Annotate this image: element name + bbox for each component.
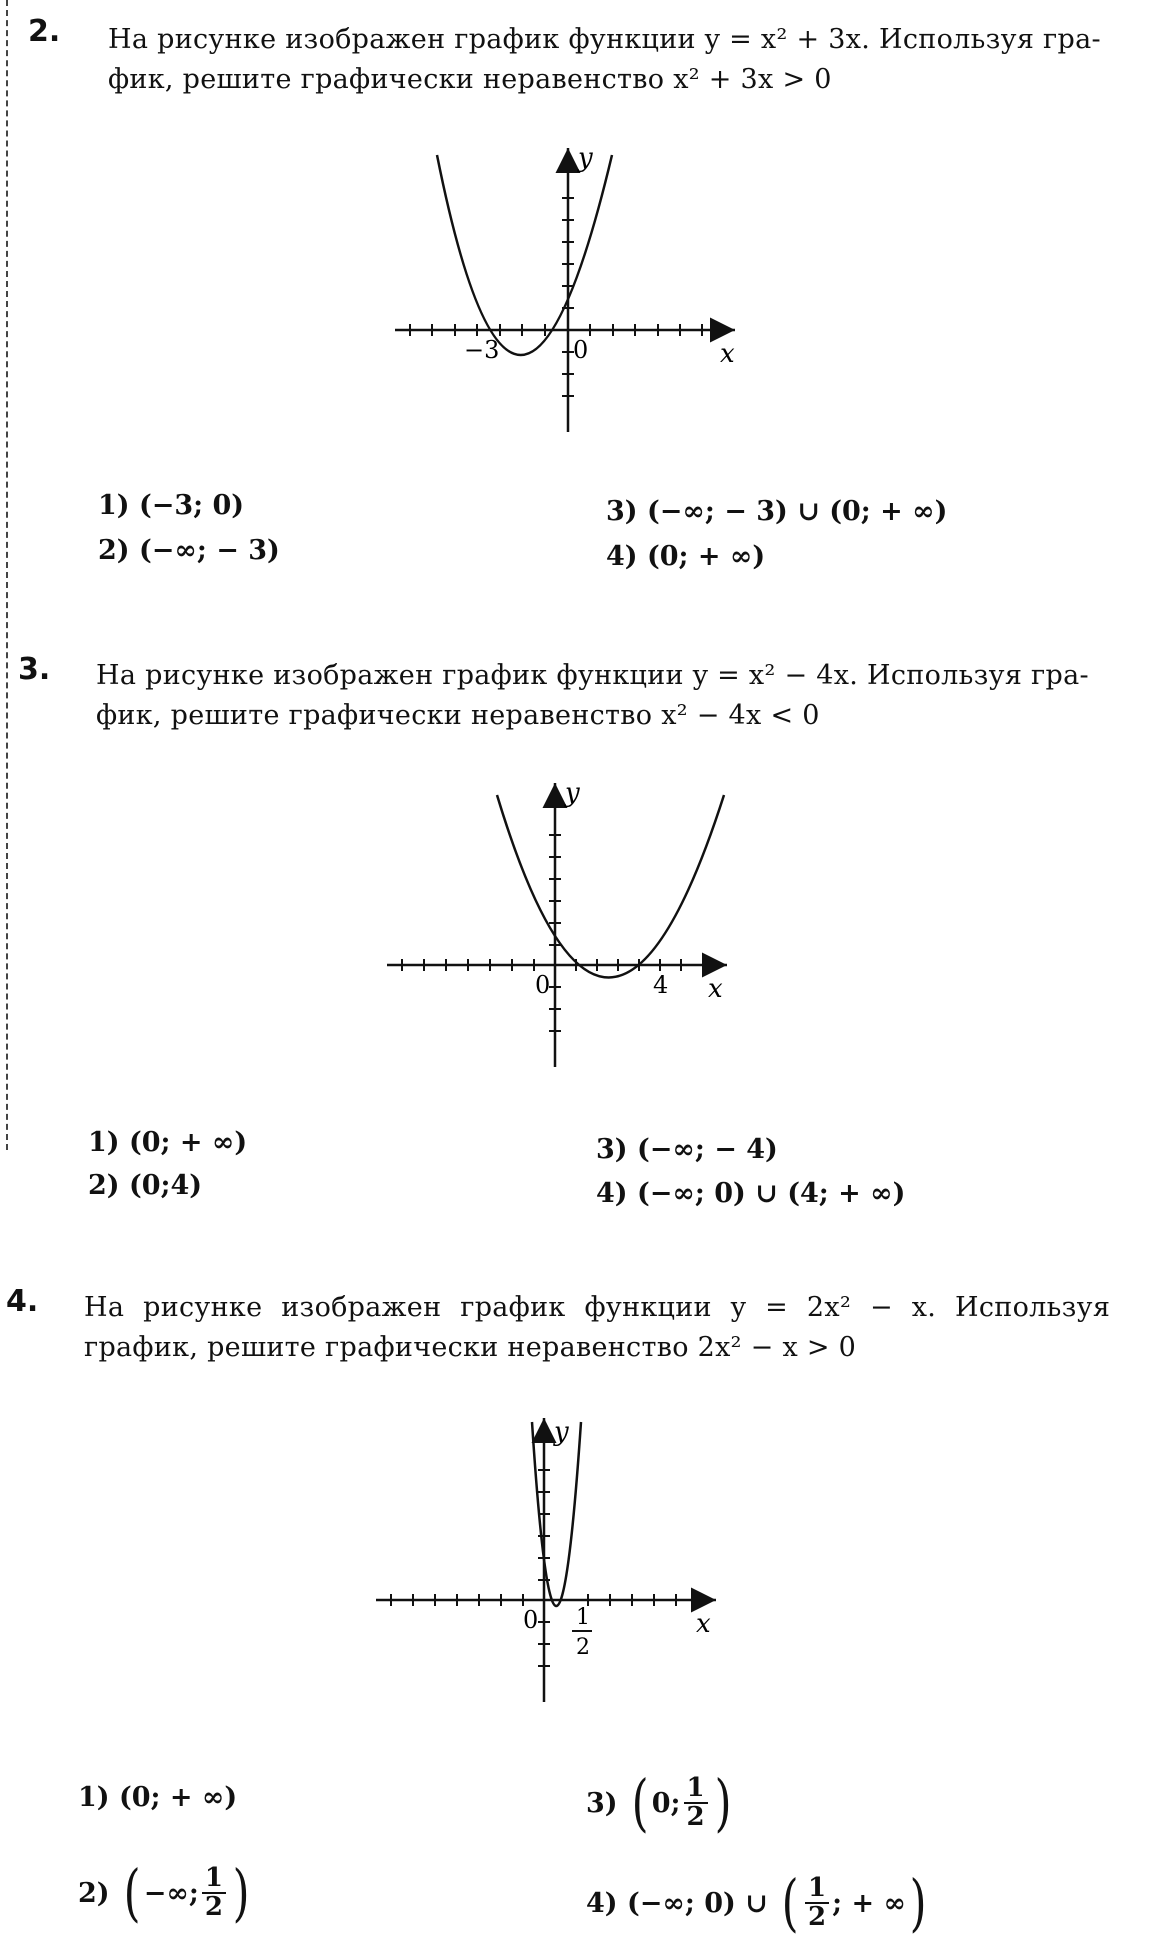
interval xyxy=(120,1856,254,1929)
left-paren: ( xyxy=(631,1766,649,1839)
answer-option-1: 1) (−3; 0) xyxy=(98,490,245,521)
question-line-1: На рисунке изображен график функции y = x² − 4x. Используя гра- xyxy=(96,660,1089,691)
tick-label-zero: 0 xyxy=(523,1606,539,1634)
left-paren: ( xyxy=(781,1866,799,1939)
parabola-curve xyxy=(497,795,724,978)
interval-tail: ; + ∞ xyxy=(832,1887,906,1919)
fraction-num: 1 xyxy=(686,1772,705,1803)
y-axis-label: y xyxy=(578,143,593,173)
problem-number: 3. xyxy=(18,652,51,687)
parabola-curve xyxy=(437,155,612,355)
answer-option-4: 4) (−∞; 0) ∪ (4; + ∞) xyxy=(596,1178,906,1209)
graph-problem-4 xyxy=(368,1410,748,1710)
answer-option-3 xyxy=(586,1766,735,1839)
x-axis-label: x xyxy=(696,1609,711,1639)
question-line-2: фик, решите графически неравенство x² + 3x > 0 xyxy=(108,64,832,95)
cut-line xyxy=(6,0,8,1150)
interval-text: 0; xyxy=(651,1787,681,1819)
answer-option-4: 4) (0; + ∞) xyxy=(606,541,766,572)
tick-label-zero: 0 xyxy=(573,336,589,364)
problem-number: 2. xyxy=(28,14,61,49)
answer-option-1: 1) (0; + ∞) xyxy=(88,1127,248,1158)
tick-label-half-num: 1 xyxy=(576,1605,590,1630)
parabola-curve xyxy=(532,1422,581,1606)
answer-option-4 xyxy=(586,1866,930,1939)
fraction-den: 2 xyxy=(202,1892,226,1921)
tick-label-4: 4 xyxy=(653,971,669,999)
left-paren: ( xyxy=(123,1856,141,1929)
right-paren: ) xyxy=(909,1866,927,1939)
answer-option-2: 2) (0;4) xyxy=(88,1170,203,1201)
interval-text: −∞; xyxy=(143,1877,199,1909)
graph-problem-2 xyxy=(380,140,760,440)
answer-option-1: 1) (0; + ∞) xyxy=(78,1782,238,1813)
answer-option-2: 2) (−∞; − 3) xyxy=(98,535,280,566)
option-prefix: 4) (−∞; 0) ∪ xyxy=(586,1887,768,1919)
y-axis-label: y xyxy=(565,778,580,808)
right-paren: ) xyxy=(714,1766,732,1839)
interval xyxy=(628,1766,735,1839)
fraction-den: 2 xyxy=(805,1902,829,1931)
problem-number: 4. xyxy=(6,1284,39,1319)
question-line-2: график, решите графически неравенство 2x² − x > 0 xyxy=(84,1332,857,1363)
graph-problem-3 xyxy=(375,775,755,1075)
question-line-1: На рисунке изображен график функции y = 2x² − x. Используя xyxy=(84,1292,1111,1323)
tick-label-half-den: 2 xyxy=(576,1635,590,1660)
right-paren: ) xyxy=(232,1856,250,1929)
fraction xyxy=(805,1872,829,1932)
tick-label-zero: 0 xyxy=(535,971,551,999)
answer-option-3: 3) (−∞; − 4) xyxy=(596,1134,778,1165)
question-line-1: На рисунке изображен график функции y = x² + 3x. Используя гра- xyxy=(108,24,1101,55)
tick-label-neg3: −3 xyxy=(464,336,500,364)
interval xyxy=(778,1866,930,1939)
fraction-num: 1 xyxy=(204,1862,223,1893)
fraction-num: 1 xyxy=(808,1872,827,1903)
x-axis-label: x xyxy=(708,974,723,1004)
answer-option-2 xyxy=(78,1856,253,1929)
x-axis-label: x xyxy=(720,339,735,369)
fraction xyxy=(684,1772,708,1832)
y-axis-label: y xyxy=(554,1417,569,1447)
option-prefix: 2) xyxy=(78,1877,110,1909)
option-prefix: 3) xyxy=(586,1787,618,1819)
question-line-2: фик, решите графически неравенство x² − 4x < 0 xyxy=(96,700,820,731)
fraction-den: 2 xyxy=(684,1802,708,1831)
answer-option-3: 3) (−∞; − 3) ∪ (0; + ∞) xyxy=(606,496,948,527)
fraction xyxy=(202,1862,226,1922)
